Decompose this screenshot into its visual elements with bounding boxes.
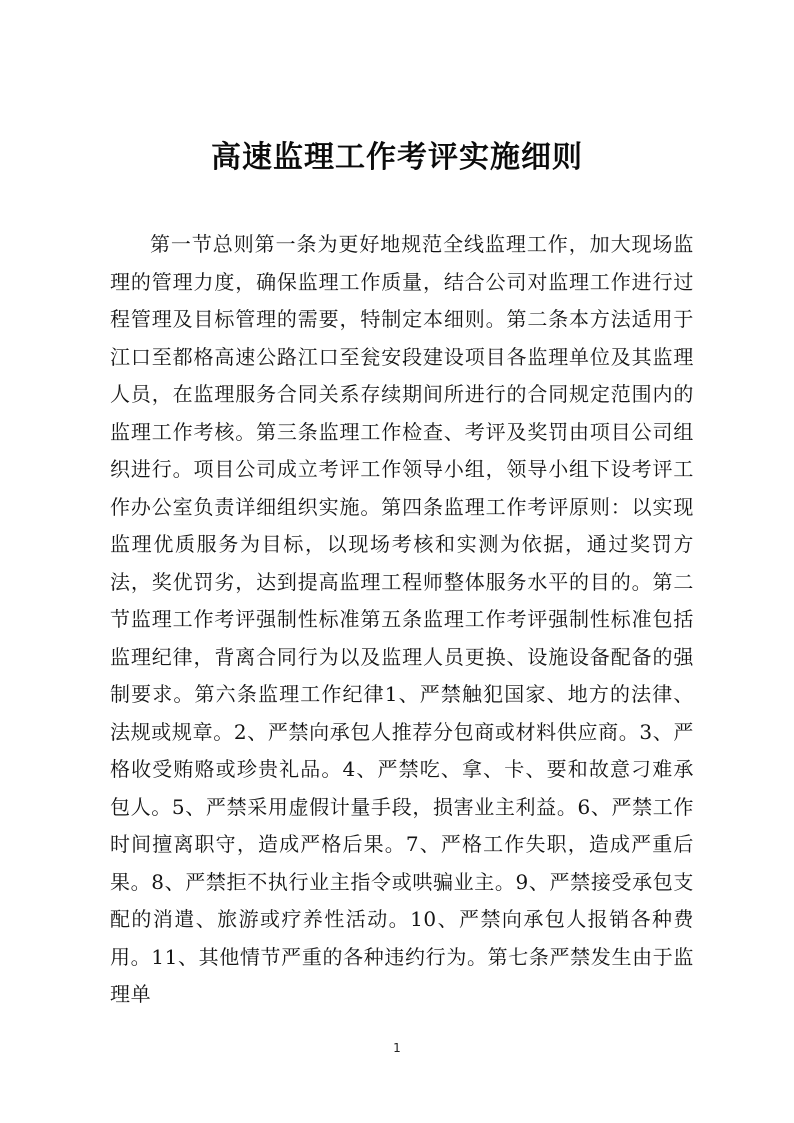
document-body: 第一节总则第一条为更好地规范全线监理工作，加大现场监理的管理力度，确保监理工作质量，结合公司对监理工作进行过程管理及目标管理的需要，特制定本细则。第二条本方法适用于江口至都格高速公路江口至瓮安段建设项目各监理单位及其监理人员，在监理服务合同关系存续期间所进行的合同规定范围内的监理工作考核。第三条监理工作检查、考评及奖罚由项目公司组织进行。项目公司成立考评工作领导小组，领导小组下设考评工作办公室负责详细组织实施。第四条监理工作考评原则：以实现监理优质服务为目标，以现场考核和实测为依据，通过奖罚方法，奖优罚劣，达到提高监理工程师整体服务水平的目的。第二节监理工作考评强制性标准第五条监理工作考评强制性标准包括监理纪律，背离合同行为以及监理人员更换、设施设备配备的强制要求。第六条监理工作纪律1、严禁触犯国家、地方的法律、法规或规章。2、严禁向承包人推荐分包商或材料供应商。3、严格收受贿赂或珍贵礼品。4、严禁吃、拿、卡、要和故意刁难承包人。5、严禁采用虚假计量手段，损害业主利益。6、严禁工作时间擅离职守，造成严格后果。7、严格工作失职，造成严重后果。8、严禁拒不执行业主指令或哄骗业主。9、严禁接受承包支配的消遣、旅游或疗养性活动。10、严禁向承包人报销各种费用。11、其他情节严重的各种违约行为。第七条严禁发生由于监理单: [110, 232, 694, 1006]
document-title: 高速监理工作考评实施细则: [211, 140, 583, 175]
page-number: 1: [393, 1041, 401, 1055]
